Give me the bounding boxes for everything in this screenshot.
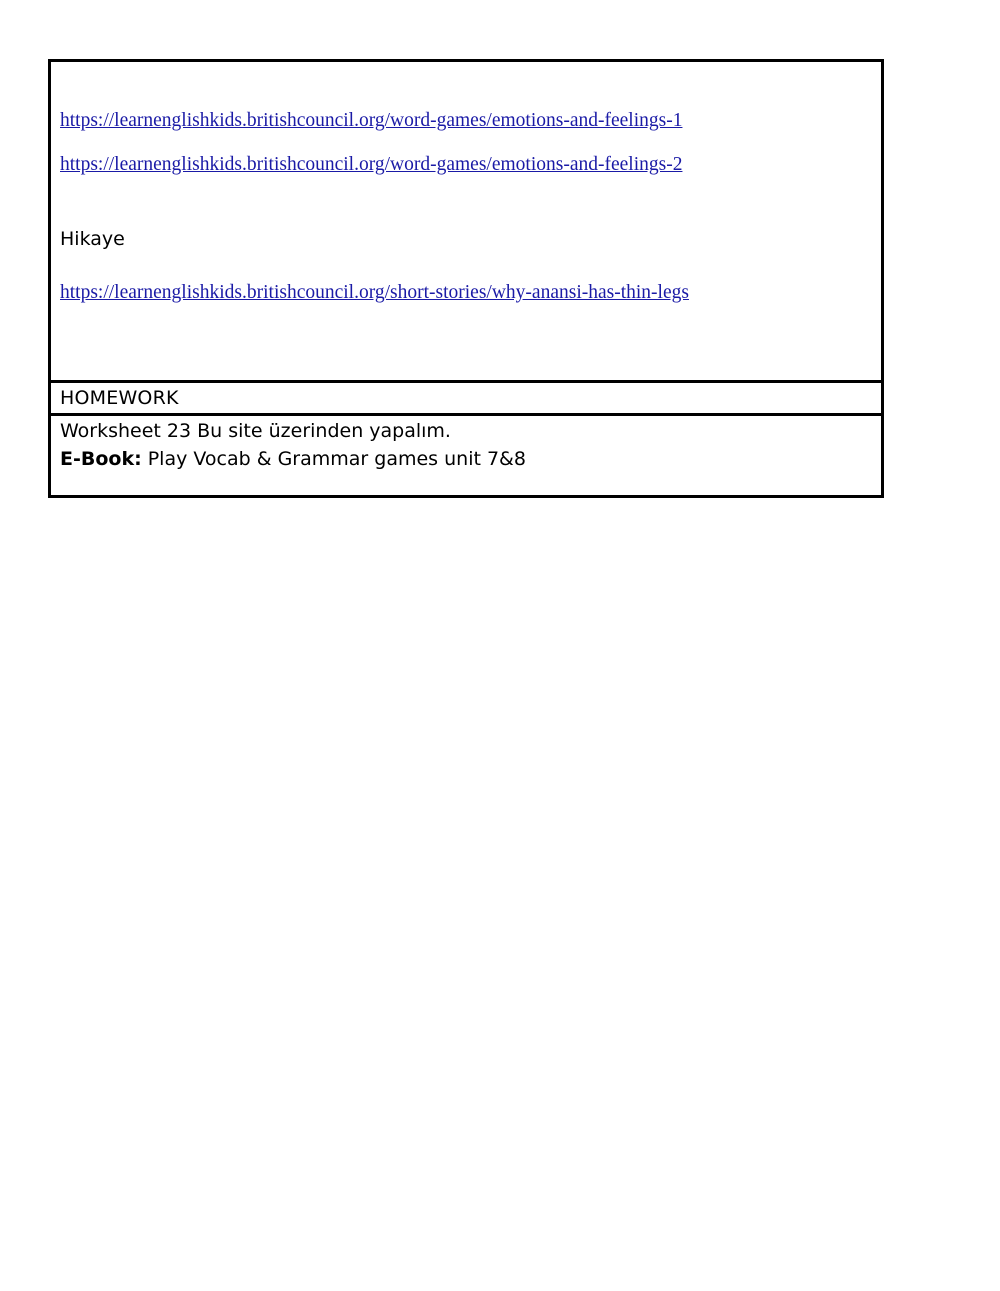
worksheet-line: Worksheet 23 Bu site üzerinden yapalım. bbox=[60, 420, 451, 442]
ebook-label: E-Book: bbox=[60, 448, 142, 470]
homework-content-cell bbox=[51, 416, 881, 495]
homework-header-cell bbox=[51, 383, 881, 416]
link-emotions-and-feelings-2[interactable]: https://learnenglishkids.britishcouncil.org/word-games/emotions-and-feelings-2 bbox=[60, 154, 683, 175]
links-cell bbox=[51, 62, 881, 383]
ebook-line bbox=[60, 448, 526, 470]
story-label: Hikaye bbox=[60, 228, 125, 250]
homework-title: HOMEWORK bbox=[60, 387, 179, 409]
link-emotions-and-feelings-1[interactable]: https://learnenglishkids.britishcouncil.org/word-games/emotions-and-feelings-1 bbox=[60, 110, 683, 131]
link-story-anansi[interactable]: https://learnenglishkids.britishcouncil.org/short-stories/why-anansi-has-thin-legs bbox=[60, 282, 689, 303]
ebook-text: Play Vocab & Grammar games unit 7&8 bbox=[141, 448, 526, 470]
lesson-table bbox=[48, 59, 884, 498]
